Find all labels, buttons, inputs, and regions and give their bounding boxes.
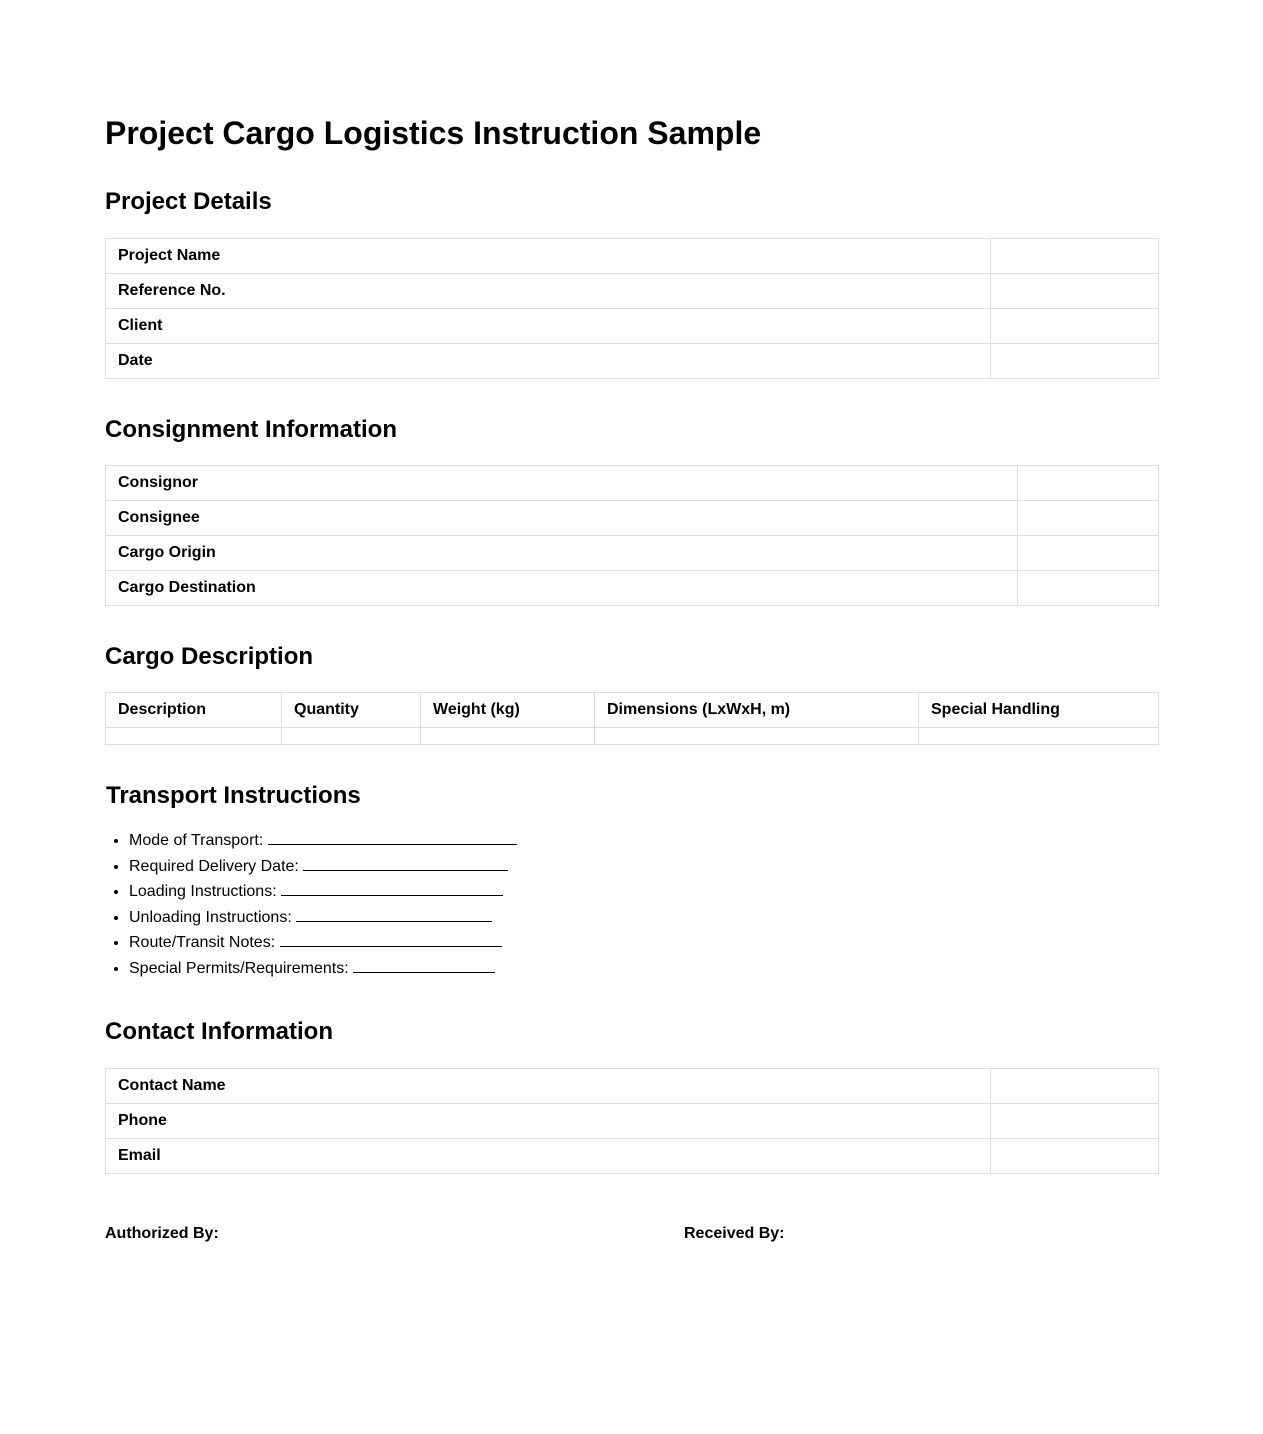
cargo-origin-label: Cargo Origin: [106, 536, 1018, 571]
contact-table: [105, 1068, 1159, 1174]
list-item: [129, 828, 517, 854]
received-by-label: Received By:: [684, 1225, 785, 1242]
consignee-label: Consignee: [106, 501, 1018, 536]
email-value[interactable]: [991, 1139, 1159, 1174]
required-delivery-date-blank[interactable]: [303, 856, 508, 871]
consignor-label: Consignor: [106, 466, 1018, 501]
phone-label: Phone: [106, 1104, 991, 1139]
special-permits-blank[interactable]: [353, 958, 495, 973]
quantity-cell[interactable]: [282, 728, 421, 745]
cargo-description-table: [105, 692, 1159, 745]
loading-instructions-blank[interactable]: [281, 881, 503, 896]
table-row: [106, 1104, 1159, 1139]
table-row: [106, 466, 1159, 501]
transport-heading: Transport Instructions: [106, 782, 361, 809]
cargo-destination-label: Cargo Destination: [106, 571, 1018, 606]
table-row: [106, 344, 1159, 379]
consignor-value[interactable]: [1018, 466, 1159, 501]
dimensions-cell[interactable]: [595, 728, 919, 745]
description-cell[interactable]: [106, 728, 282, 745]
loading-instructions-label: Loading Instructions:: [129, 883, 277, 901]
unloading-instructions-blank[interactable]: [296, 907, 492, 922]
client-label: Client: [106, 309, 991, 344]
transport-list: [105, 828, 517, 982]
table-row: [106, 536, 1159, 571]
table-row: [106, 728, 1159, 745]
table-row: [106, 501, 1159, 536]
client-value[interactable]: [991, 309, 1159, 344]
column-description: Description: [106, 693, 282, 728]
project-details-table: [105, 238, 1159, 379]
required-delivery-date-label: Required Delivery Date:: [129, 857, 299, 875]
contact-name-label: Contact Name: [106, 1069, 991, 1104]
column-special-handling: Special Handling: [919, 693, 1159, 728]
table-row: [106, 571, 1159, 606]
email-label: Email: [106, 1139, 991, 1174]
table-header-row: [106, 693, 1159, 728]
table-row: [106, 1139, 1159, 1174]
consignment-table: [105, 465, 1159, 606]
consignment-heading: Consignment Information: [105, 416, 397, 443]
table-row: [106, 1069, 1159, 1104]
list-item: [129, 956, 517, 982]
list-item: [129, 854, 517, 880]
column-dimensions: Dimensions (LxWxH, m): [595, 693, 919, 728]
mode-of-transport-blank[interactable]: [268, 830, 517, 845]
consignee-value[interactable]: [1018, 501, 1159, 536]
table-row: [106, 309, 1159, 344]
contact-name-value[interactable]: [991, 1069, 1159, 1104]
contact-heading: Contact Information: [105, 1018, 333, 1045]
list-item: [129, 905, 517, 931]
table-row: [106, 274, 1159, 309]
cargo-origin-value[interactable]: [1018, 536, 1159, 571]
table-row: [106, 239, 1159, 274]
route-transit-notes-label: Route/Transit Notes:: [129, 934, 276, 952]
project-name-value[interactable]: [991, 239, 1159, 274]
project-details-heading: Project Details: [105, 188, 272, 215]
column-weight: Weight (kg): [421, 693, 595, 728]
special-handling-cell[interactable]: [919, 728, 1159, 745]
authorized-by-label: Authorized By:: [105, 1225, 219, 1242]
weight-cell[interactable]: [421, 728, 595, 745]
list-item: [129, 879, 517, 905]
route-transit-notes-blank[interactable]: [280, 932, 502, 947]
cargo-description-heading: Cargo Description: [105, 643, 314, 670]
reference-no-value[interactable]: [991, 274, 1159, 309]
date-label: Date: [106, 344, 991, 379]
phone-value[interactable]: [991, 1104, 1159, 1139]
mode-of-transport-label: Mode of Transport:: [129, 832, 264, 849]
reference-no-label: Reference No.: [106, 274, 991, 309]
column-quantity: Quantity: [282, 693, 421, 728]
list-item: [129, 930, 517, 956]
special-permits-label: Special Permits/Requirements:: [129, 959, 349, 977]
cargo-destination-value[interactable]: [1018, 571, 1159, 606]
date-value[interactable]: [991, 344, 1159, 379]
project-name-label: Project Name: [106, 239, 991, 274]
document-title: Project Cargo Logistics Instruction Sample: [105, 115, 762, 151]
unloading-instructions-label: Unloading Instructions:: [129, 908, 292, 926]
